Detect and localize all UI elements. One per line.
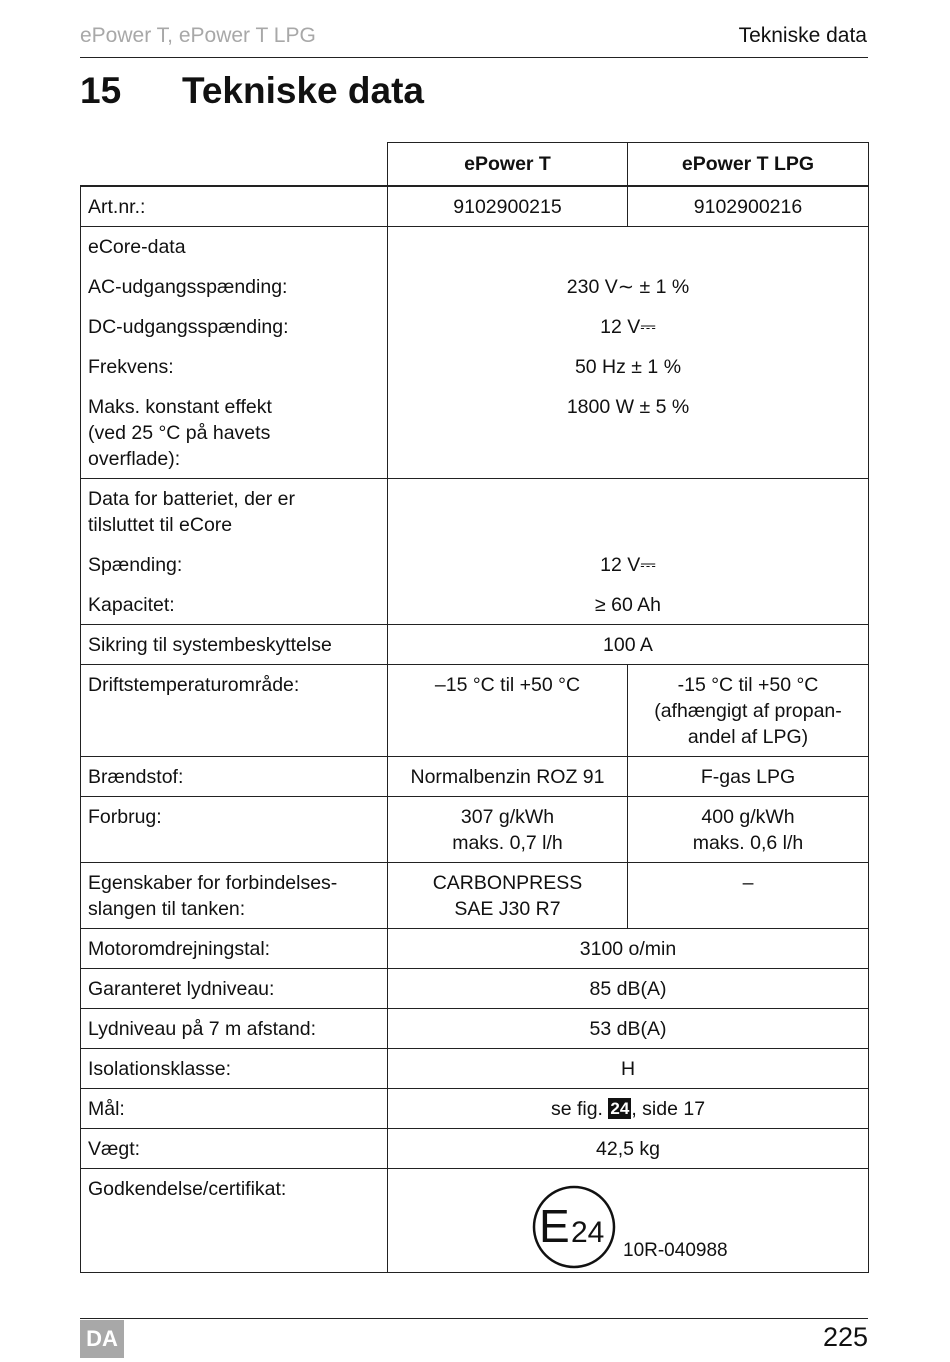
cell-value: 42,5 kg (388, 1129, 869, 1169)
header-empty-cell (81, 143, 388, 187)
column-header-epower-t-lpg: ePower T LPG (628, 143, 869, 187)
table-row-ecore (81, 227, 869, 479)
label-line: Egenskaber for forbindelses- (88, 872, 338, 894)
table-row-noise (81, 969, 869, 1009)
cell-value (388, 1089, 869, 1129)
label-line: Maks. konstant effekt (88, 396, 272, 418)
table-row-noise-7m (81, 1009, 869, 1049)
table-row-artnr (81, 186, 869, 227)
value-line: (afhængigt af propan- (654, 700, 842, 722)
footer-divider (80, 1318, 868, 1319)
cell-value: H (388, 1049, 869, 1089)
value-line: -15 °C til +50 °C (677, 674, 819, 696)
table-row-approval (81, 1169, 869, 1273)
row-label: DC-udgangsspænding: (88, 316, 289, 338)
cell-value-group (388, 227, 869, 479)
figure-number-badge: 24 (610, 1099, 630, 1118)
row-label: Garanteret lydniveau: (81, 969, 388, 1009)
row-label: Kapacitet: (88, 594, 175, 616)
value-line: SAE J30 R7 (454, 898, 561, 920)
row-label-multiline (81, 863, 388, 929)
group-heading: eCore-data (88, 236, 186, 258)
table-row-battery (81, 479, 869, 625)
cell-value-multiline (388, 863, 628, 929)
group-heading (88, 486, 380, 552)
empty-line (395, 234, 861, 274)
e-mark-letter: E (539, 1200, 570, 1252)
label-line: overflade): (88, 448, 181, 470)
approval-code: 10R-040988 (623, 1240, 728, 1261)
cell-value: 9102900215 (388, 186, 628, 227)
language-badge: DA (80, 1320, 124, 1358)
row-label-group (81, 227, 388, 479)
figure-ref-suffix: , side 17 (631, 1098, 706, 1120)
table-row-insulation (81, 1049, 869, 1089)
table-row-temperature (81, 665, 869, 757)
cell-value-multiline (628, 665, 869, 757)
chapter-number: 15 (80, 70, 122, 111)
value-line: 307 g/kWh (460, 806, 555, 828)
cell-value: F-gas LPG (628, 757, 869, 797)
row-label: AC-udgangsspænding: (88, 276, 288, 298)
cell-value: – (628, 863, 869, 929)
running-header-product: ePower T, ePower T LPG (80, 24, 316, 47)
row-label-multiline (88, 394, 380, 472)
column-header-epower-t: ePower T (388, 143, 628, 187)
cell-value: 230 V∼ ± 1 % (566, 276, 690, 298)
cell-value: 100 A (388, 625, 869, 665)
value-line: 400 g/kWh (701, 806, 795, 828)
row-label: Spænding: (88, 554, 183, 576)
row-label: Motoromdrejningstal: (81, 929, 388, 969)
cell-value-multiline (628, 797, 869, 863)
empty-line (395, 486, 861, 552)
row-label: Sikring til systembeskyttelse (81, 625, 388, 665)
label-line: tilsluttet til eCore (88, 514, 233, 536)
certificate-cell (388, 1169, 869, 1273)
page-number: 225 (822, 1322, 868, 1352)
cell-value-multiline (388, 797, 628, 863)
cell-value: 12 V⎓ (600, 554, 656, 576)
e-mark-number: 24 (571, 1216, 605, 1249)
label-line: slangen til tanken: (88, 898, 246, 920)
value-line: andel af LPG) (687, 726, 809, 748)
value-line: CARBONPRESS (432, 872, 583, 894)
cell-value: 9102900216 (628, 186, 869, 227)
cell-value: 53 dB(A) (388, 1009, 869, 1049)
header-divider (80, 57, 868, 58)
cell-value: ≥ 60 Ah (594, 594, 661, 616)
cell-value: 12 V⎓ (600, 316, 656, 338)
cell-value: 50 Hz ± 1 % (574, 356, 682, 378)
row-label: Driftstemperaturområde: (81, 665, 388, 757)
cell-value: 85 dB(A) (388, 969, 869, 1009)
row-label: Isolationsklasse: (81, 1049, 388, 1089)
row-label: Mål: (81, 1089, 388, 1129)
table-header-row (81, 143, 869, 187)
row-label: Art.nr.: (81, 186, 388, 227)
cell-value: Normalbenzin ROZ 91 (388, 757, 628, 797)
table-row-rpm (81, 929, 869, 969)
row-label: Frekvens: (88, 356, 174, 378)
certificate-mark-area (395, 1176, 861, 1266)
chapter-title: Tekniske data (182, 70, 424, 111)
e-mark-circle-icon (531, 1184, 617, 1270)
label-line: Data for batteriet, der er (88, 488, 296, 510)
table-row-fuel (81, 757, 869, 797)
table-row-weight (81, 1129, 869, 1169)
row-label-group (81, 479, 388, 625)
figure-ref-prefix: se fig. (550, 1098, 603, 1120)
cell-value: –15 °C til +50 °C (388, 665, 628, 757)
table-row-consumption (81, 797, 869, 863)
table-row-fuse (81, 625, 869, 665)
value-line: maks. 0,6 l/h (692, 832, 804, 854)
value-line: maks. 0,7 l/h (452, 832, 563, 854)
table-row-hose (81, 863, 869, 929)
row-label: Brændstof: (81, 757, 388, 797)
running-header-section: Tekniske data (738, 24, 867, 47)
table-row-dimensions (81, 1089, 869, 1129)
row-label: Lydniveau på 7 m afstand: (81, 1009, 388, 1049)
cell-value: 3100 o/min (388, 929, 869, 969)
cell-value: 1800 W ± 5 % (566, 396, 690, 418)
technical-data-table (80, 142, 869, 1273)
row-label: Forbrug: (81, 797, 388, 863)
label-line: (ved 25 °C på havets (88, 422, 271, 444)
row-label: Godkendelse/certifikat: (81, 1169, 388, 1273)
cell-value-group (388, 479, 869, 625)
row-label: Vægt: (81, 1129, 388, 1169)
